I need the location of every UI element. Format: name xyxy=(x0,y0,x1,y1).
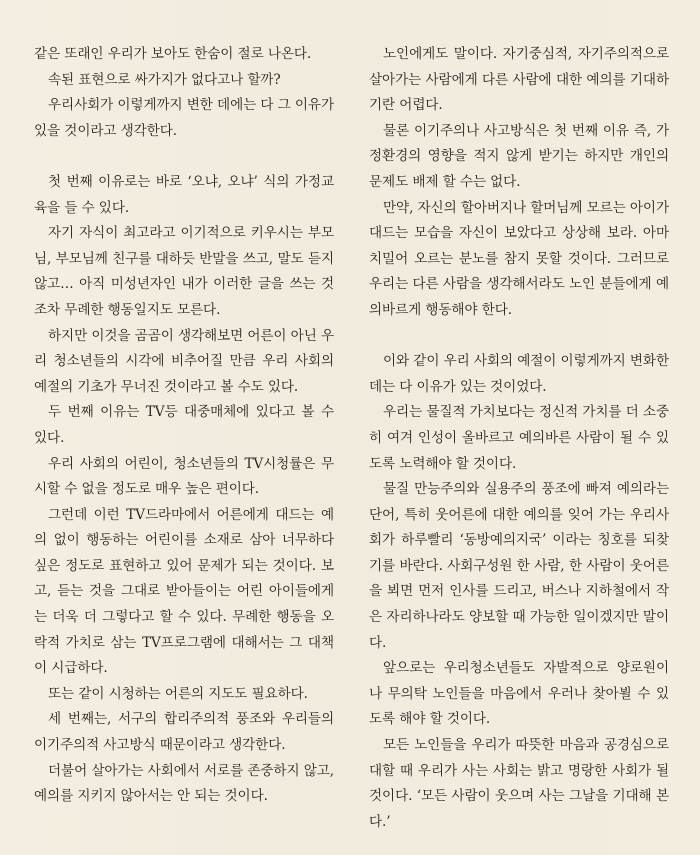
paragraph: 첫 번째 이유로는 바로 ‘오냐, 오냐’ 식의 가정교육을 들 수 있다. xyxy=(34,173,334,216)
left-column xyxy=(34,42,334,810)
paragraph: 우리 사회의 어린이, 청소년들의 TV시청률은 무시할 수 없을 정도로 매우 높은 편이다. xyxy=(34,455,334,498)
paragraph: 또는 같이 시청하는 어른의 지도도 필요하다. xyxy=(48,685,308,702)
paragraph: 앞으로는 우리청소년들도 자발적으로 양로원이나 무의탁 노인들을 마음에서 우러나 찾아뵐 수 있도록 해야 할 것이다. xyxy=(369,660,669,728)
paragraph: 이와 같이 우리 사회의 예절이 이렇게까지 변화한데는 다 이유가 있는 것이었다. xyxy=(369,353,669,395)
paragraph: 모든 노인들을 우리가 따뜻한 마음과 공경심으로 대할 때 우리가 사는 사회는 밝고 명랑한 사회가 될 것이다. ‘모든 사람이 웃으며 사는 그날을 기대해 본다.’ xyxy=(369,737,669,830)
right-column xyxy=(369,42,669,835)
paragraph: 우리는 물질적 가치보다는 정신적 가치를 더 소중히 여겨 인성이 올바르고 예의바른 사람이 될 수 있도록 노력해야 할 것이다. xyxy=(369,404,669,472)
paragraph: 물질 만능주의와 실용주의 풍조에 빠져 예의라는 단어, 특히 웃어른에 대한 예의를 잊어 가는 우리사회가 하루빨리 ‘동방예의지국’ 이라는 칭호를 되찾기를 바란다. 사회구성원 한 사람, 한 사람이 웃어른을 뵈면 먼저 인사를 드리고, 버스나 지하철에서 작은 자리하나라도 양보할 때 가능한 일이겠지만 말이다. xyxy=(369,481,669,651)
paragraph: 세 번째는, 서구의 합리주의적 풍조와 우리들의 이기주의적 사고방식 때문이라고 생각한다. xyxy=(34,711,334,754)
paragraph: 우리사회가 이렇게까지 변한 데에는 다 그 이유가 있을 것이라고 생각한다. xyxy=(34,97,334,139)
paragraph: 자기 자식이 최고라고 이기적으로 키우시는 부모님, 부모님께 친구를 대하듯 반말을 쓰고, 말도 듣지 않고… 아직 미성년자인 내가 이러한 글을 쓰는 것조차 무례한 행동일지도 모른다. xyxy=(34,225,334,318)
paragraph: 물론 이기주의나 사고방식은 첫 번째 이유 즉, 가정환경의 영향을 적지 않게 받기는 하지만 개인의 문제도 배제 할 수는 없다. xyxy=(369,122,669,190)
paragraph: 더불어 살아가는 사회에서 서로를 존중하지 않고, 예의를 지키지 않아서는 안 되는 것이다. xyxy=(34,762,334,805)
paragraph: 노인에게도 말이다. 자기중심적, 자기주의적으로 살아가는 사람에게 다른 사람에 대한 예의를 기대하기란 어렵다. xyxy=(369,46,669,114)
paragraph: 그런데 이런 TV드라마에서 어른에게 대드는 예의 없이 행동하는 어린이를 소재로 삼아 너무하다 싶은 정도로 표현하고 있어 문제가 되는 것이다. 보고, 듣는 것을 그대로 받아들이는 어린 아이들에게는 더욱 더 그렇다고 할 수 있다. 무례한 행동을 오락적 가치로 삼는 TV프로그램에 대해서는 그 대책이 시급하다. xyxy=(34,506,334,677)
paragraph: 속된 표현으로 싸가지가 없다고나 할까? xyxy=(48,71,281,88)
paragraph: 만약, 자신의 할아버지나 할머님께 모르는 아이가 대드는 모습을 자신이 보았다고 상상해 보라. 아마 치밀어 오르는 분노를 참지 못할 것이다. 그러므로 우리는 다른 사람을 생각해서라도 노인 분들에게 예의바르게 행동해야 한다. xyxy=(369,199,669,318)
paragraph: 하지만 이것을 곰곰이 생각해보면 어른이 아닌 우리 청소년들의 시각에 비추어질 만큼 우리 사회의 예절의 기초가 무너진 것이라고 볼 수도 있다. xyxy=(34,327,334,395)
paragraph: 두 번째 이유는 TV등 대중매체에 있다고 볼 수 있다. xyxy=(34,404,334,446)
paragraph: 같은 또래인 우리가 보아도 한숨이 절로 나온다. xyxy=(34,46,312,62)
